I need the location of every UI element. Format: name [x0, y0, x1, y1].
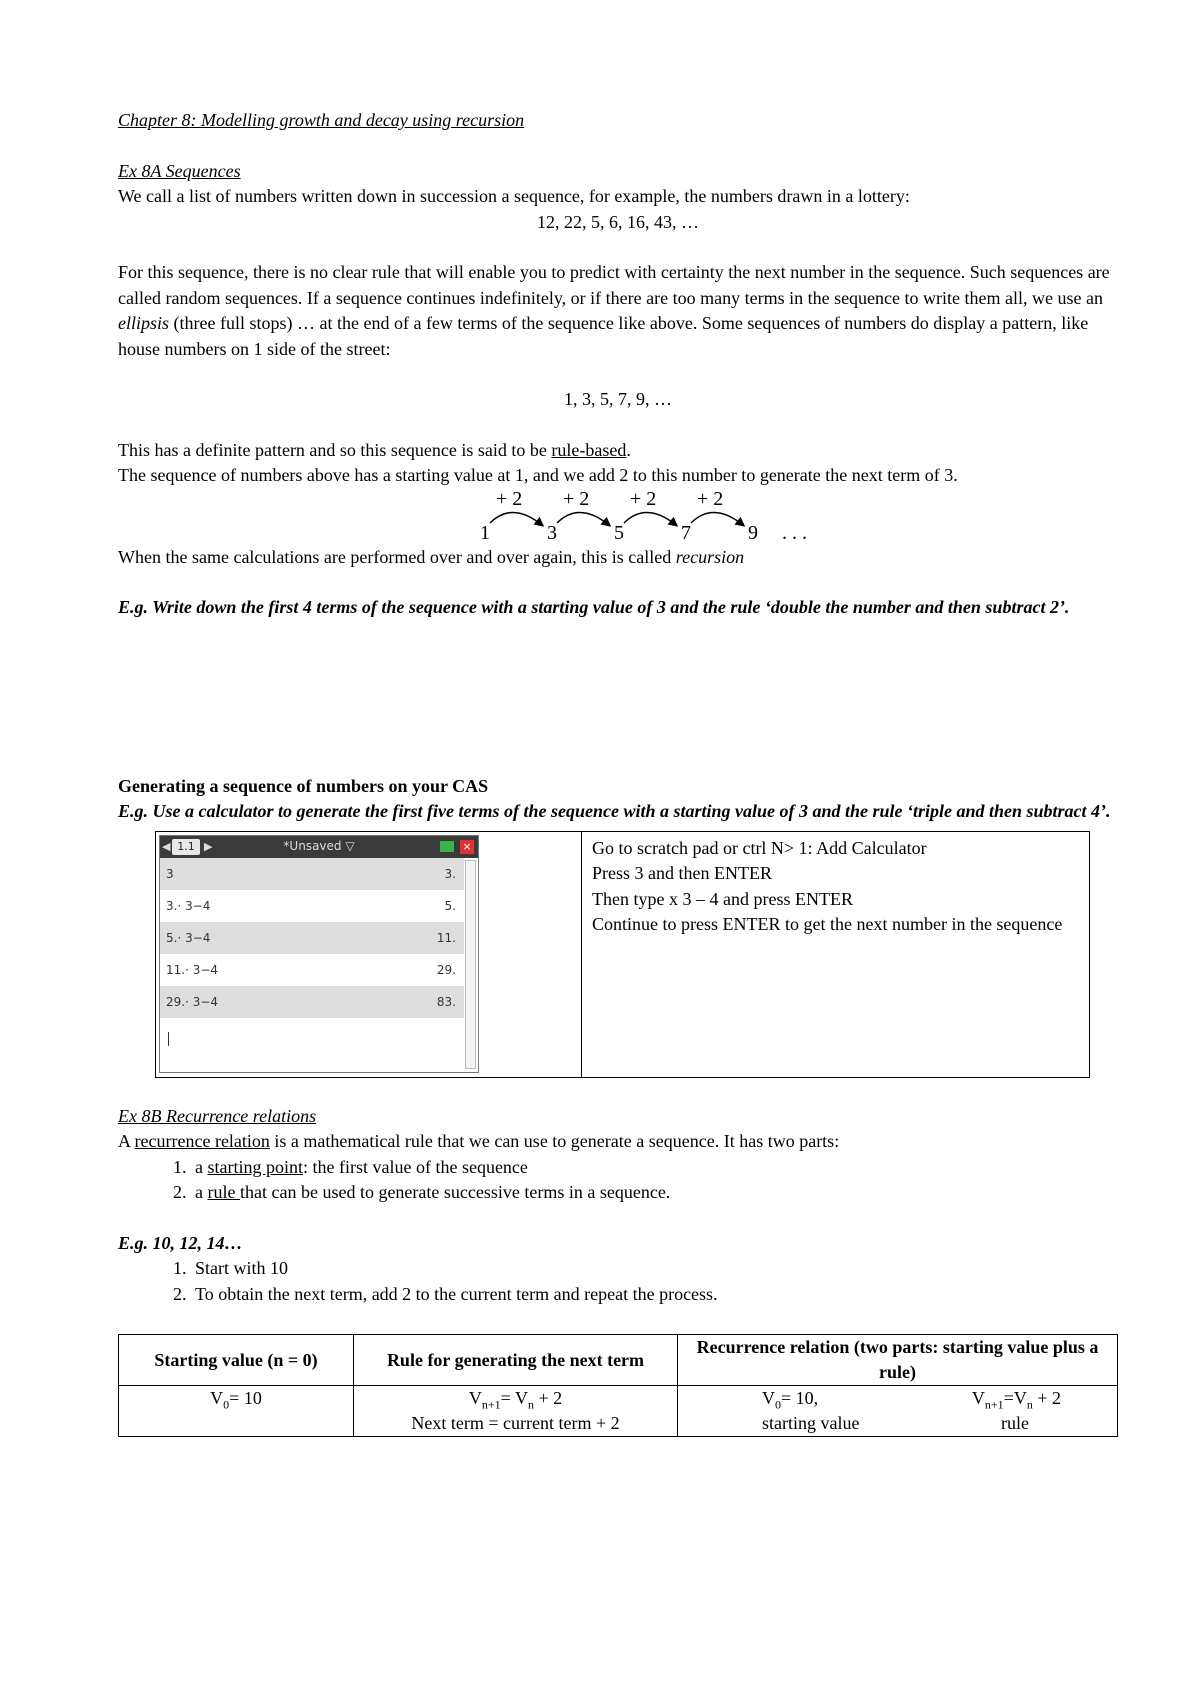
rule-based-text: This has a definite pattern and so this sequence is said to be rule-based.	[118, 439, 631, 460]
calculator-entry-line[interactable]	[168, 1032, 169, 1046]
starting-value-cell: $V_0= 10$	[119, 1386, 354, 1437]
recurrence-table	[118, 1334, 1118, 1437]
calculator-cell	[156, 831, 582, 1077]
instructions-cell	[582, 831, 1090, 1077]
instruction-line: Press 3 and then ENTER	[592, 863, 772, 883]
battery-icon	[440, 841, 454, 852]
list-item: 1. Start with 10	[191, 1256, 1118, 1282]
term-1: 1	[480, 521, 490, 544]
calc-history-row: 3 3.	[160, 858, 464, 890]
calc-history-row: 11.· 3−4 29.	[166, 962, 456, 977]
working-space	[118, 621, 1118, 774]
example-steps-list	[118, 1256, 1118, 1307]
cas-heading: Generating a sequence of numbers on your CAS	[118, 775, 489, 796]
instruction-line: Continue to press ENTER to get the next number in the sequence	[592, 914, 1063, 934]
table-header: Starting value (n = 0)	[119, 1335, 354, 1386]
list-item: 1. a starting point: the first value of the sequence	[191, 1155, 1118, 1181]
term-3: 3	[547, 521, 557, 544]
recursion-text: When the same calculations are performed over and over again, this is called recursion	[118, 546, 745, 567]
next-page-icon[interactable]: ▶	[204, 839, 213, 853]
section-8b-heading: Ex 8B Recurrence relations	[118, 1105, 317, 1126]
section-8a-heading: Ex 8A Sequences	[118, 160, 241, 181]
step-label-1: + 2	[496, 487, 523, 510]
example-1: E.g. Write down the first 4 terms of the sequence with a starting value of 3 and the rule ‘double the number and then subtract 2’.	[118, 597, 1070, 617]
step-arrow-2	[557, 512, 609, 525]
recurrence-definition: A recurrence relation is a mathematical rule that we can use to generate a sequence. It has two parts:	[118, 1131, 840, 1151]
calculator-screen	[159, 835, 479, 1073]
cas-example: E.g. Use a calculator to generate the first five terms of the sequence with a starting value of 3 and the rule ‘triple and then subtract 4’.	[118, 801, 1111, 821]
lottery-sequence: 12, 22, 5, 6, 16, 43, …	[537, 211, 699, 232]
odd-sequence: 1, 3, 5, 7, 9, …	[564, 389, 672, 409]
chapter-title: Chapter 8: Modelling growth and decay using recursion	[118, 110, 525, 130]
step-label-4: + 2	[697, 487, 724, 510]
table-header: Recurrence relation (two parts: starting value plus a rule)	[678, 1335, 1118, 1386]
random-sequence-paragraph: For this sequence, there is no clear rule that will enable you to predict with certainty the next number in the sequence. Such sequences are called random sequences. If a sequence continues indefinitely, or if there are too many terms in the sequence to write them all, we use an ellipsis (three full stops) … at the end of a few terms of the sequence like above. Some sequences of numbers do display a pattern, like house numbers on 1 side of the street:	[118, 262, 1110, 359]
list-item: 2. a rule that can be used to generate successive terms in a sequence.	[191, 1180, 1118, 1206]
step-arrow-1	[490, 512, 542, 525]
example-2-heading: E.g. 10, 12, 14…	[118, 1232, 243, 1253]
cas-table	[155, 831, 1090, 1078]
term-9: 9	[748, 521, 758, 544]
starting-value-text: The sequence of numbers above has a starting value at 1, and we add 2 to this number to generate the next term of 3.	[118, 465, 958, 485]
calculator-tab[interactable]: 1.1	[172, 839, 200, 855]
calc-history-row: 29.· 3−4 83.	[160, 986, 464, 1018]
parts-list	[118, 1155, 1118, 1206]
step-arrow-3	[624, 512, 676, 525]
instruction-line: Then type x 3 – 4 and press ENTER	[592, 888, 853, 909]
list-item: 2. To obtain the next term, add 2 to the current term and repeat the process.	[191, 1282, 1118, 1308]
sequence-diagram	[470, 487, 830, 545]
calculator-scrollbar[interactable]	[465, 860, 476, 1069]
calc-history-row: 3.· 3−4 5.	[166, 898, 456, 913]
close-icon[interactable]: ×	[460, 840, 474, 854]
relation-cell: $V_0= 10$, $V_{n+1}=V_n + 2$ starting value rule	[678, 1386, 1118, 1437]
step-arrow-4	[691, 512, 743, 525]
instruction-line: Go to scratch pad or ctrl N> 1: Add Calculator	[592, 837, 927, 858]
document-page	[118, 108, 1118, 1437]
diagram-ellipsis: . . .	[782, 521, 807, 544]
calc-history-row: 5.· 3−4 11.	[160, 922, 464, 954]
step-label-2: + 2	[563, 487, 590, 510]
rule-cell: $V_{n+1}= V_n + 2$ Next term = current term + 2	[354, 1386, 678, 1437]
prev-page-icon[interactable]: ◀	[162, 839, 171, 853]
table-header: Rule for generating the next term	[354, 1335, 678, 1386]
calculator-toolbar	[160, 836, 478, 858]
term-7: 7	[681, 521, 691, 544]
intro-text: We call a list of numbers written down in succession a sequence, for example, the numbers drawn in a lottery:	[118, 186, 910, 206]
term-5: 5	[614, 521, 624, 544]
step-label-3: + 2	[630, 487, 657, 510]
document-title[interactable]: *Unsaved ▽	[283, 838, 355, 853]
